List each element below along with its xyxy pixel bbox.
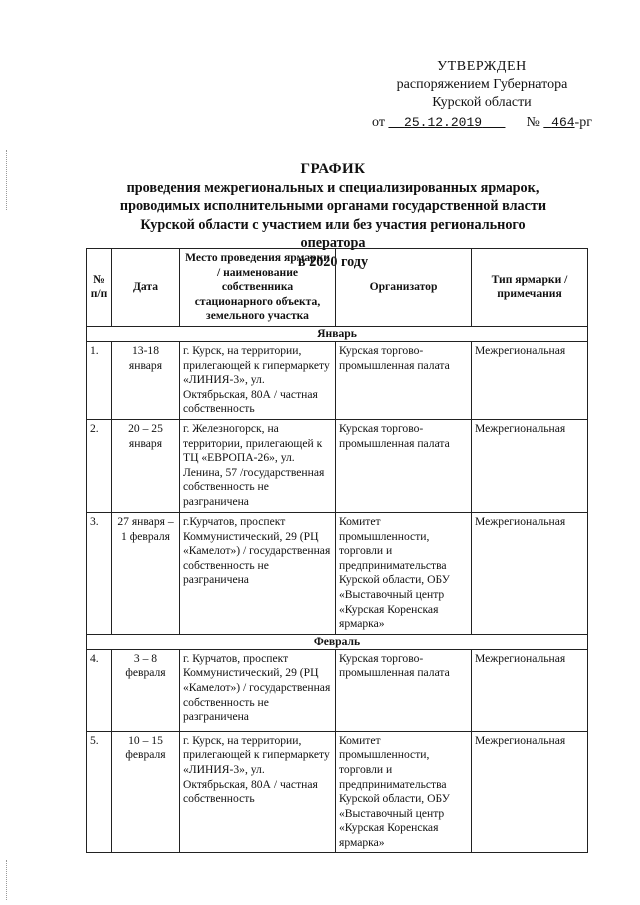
row-num: 3. bbox=[87, 512, 112, 634]
month-row-february bbox=[87, 634, 588, 649]
month-row-january bbox=[87, 326, 588, 341]
month-february: Февраль bbox=[87, 634, 588, 649]
approval-date-line bbox=[372, 114, 592, 132]
table-row bbox=[87, 731, 588, 853]
title-line-3: Курской области с участием или без участия регионального оператора bbox=[140, 216, 526, 251]
row-num: 4. bbox=[87, 649, 112, 731]
scan-margin-mark bbox=[6, 860, 8, 900]
month-january: Январь bbox=[87, 326, 588, 341]
header-date: Дата bbox=[112, 249, 180, 327]
row-type: Межрегиональная bbox=[472, 731, 588, 853]
row-place: г. Курск, на территории, прилегающей к гипермаркету «ЛИНИЯ-3», ул. Октябрьская, 80А / частная собственность bbox=[180, 341, 336, 419]
approval-block bbox=[372, 58, 592, 132]
table-row bbox=[87, 512, 588, 634]
row-place: г. Курск, на территории, прилегающей к гипермаркету «ЛИНИЯ-3», ул. Октябрьская, 80А / частная собственность bbox=[180, 731, 336, 853]
schedule-table bbox=[86, 248, 588, 853]
row-organizer: Курская торгово-промышленная палата bbox=[336, 419, 472, 512]
row-type: Межрегиональная bbox=[472, 419, 588, 512]
row-type: Межрегиональная bbox=[472, 512, 588, 634]
approval-date: 25.12.2019 bbox=[404, 115, 483, 130]
header-num: № п/п bbox=[87, 249, 112, 327]
row-num: 5. bbox=[87, 731, 112, 853]
row-date: 3 – 8 февраля bbox=[112, 649, 180, 731]
header-place: Место проведения ярмарки / наименование собственника стационарного объекта, земельного участка bbox=[180, 249, 336, 327]
row-date: 13-18 января bbox=[112, 341, 180, 419]
scan-margin-mark bbox=[6, 150, 8, 210]
row-date: 10 – 15 февраля bbox=[112, 731, 180, 853]
row-type: Межрегиональная bbox=[472, 649, 588, 731]
row-date: 20 – 25 января bbox=[112, 419, 180, 512]
row-place: г. Железногорск, на территории, прилегающей к ТЦ «ЕВРОПА-26», ул. Ленина, 57 /государственная собственность не разграничена bbox=[180, 419, 336, 512]
header-organizer: Организатор bbox=[336, 249, 472, 327]
row-num: 2. bbox=[87, 419, 112, 512]
approval-line-2: Курской области bbox=[432, 95, 532, 110]
row-organizer: Курская торгово-промышленная палата bbox=[336, 649, 472, 731]
approval-line-1: распоряжением Губернатора bbox=[396, 77, 568, 92]
row-organizer: Курская торгово-промышленная палата bbox=[336, 341, 472, 419]
row-num: 1. bbox=[87, 341, 112, 419]
table-header-row bbox=[87, 249, 588, 327]
row-date: 27 января – 1 февраля bbox=[112, 512, 180, 634]
row-type: Межрегиональная bbox=[472, 341, 588, 419]
number-label: № bbox=[526, 115, 540, 130]
table-row bbox=[87, 419, 588, 512]
row-place: г.Курчатов, проспект Коммунистический, 29 (РЦ «Камелот») / государственная собственность не разграничена bbox=[180, 512, 336, 634]
title-line-1: проведения межрегиональных и специализированных ярмарок, bbox=[126, 179, 540, 196]
title-line-2: проводимых исполнительными органами государственной власти bbox=[119, 198, 547, 214]
title-line-4: в 2020 году bbox=[297, 253, 369, 270]
approval-heading: УТВЕРЖДЕН bbox=[437, 59, 527, 74]
table-row bbox=[87, 341, 588, 419]
approval-number: 464 bbox=[551, 115, 575, 130]
row-place: г. Курчатов, проспект Коммунистический, 29 (РЦ «Камелот») / государственная собственность не разграничена bbox=[180, 649, 336, 731]
title-main: ГРАФИК bbox=[300, 161, 366, 177]
table-row bbox=[87, 649, 588, 731]
approval-suffix: -рг bbox=[574, 115, 592, 130]
row-organizer: Комитет промышленности, торговли и предпринимательства Курской области, ОБУ «Выставочный центр «Курская Коренская ярмарка» bbox=[336, 512, 472, 634]
header-type: Тип ярмарки / примечания bbox=[472, 249, 588, 327]
from-label: от bbox=[372, 115, 385, 130]
row-organizer: Комитет промышленности, торговли и предпринимательства Курской области, ОБУ «Выставочный центр «Курская Коренская ярмарка» bbox=[336, 731, 472, 853]
